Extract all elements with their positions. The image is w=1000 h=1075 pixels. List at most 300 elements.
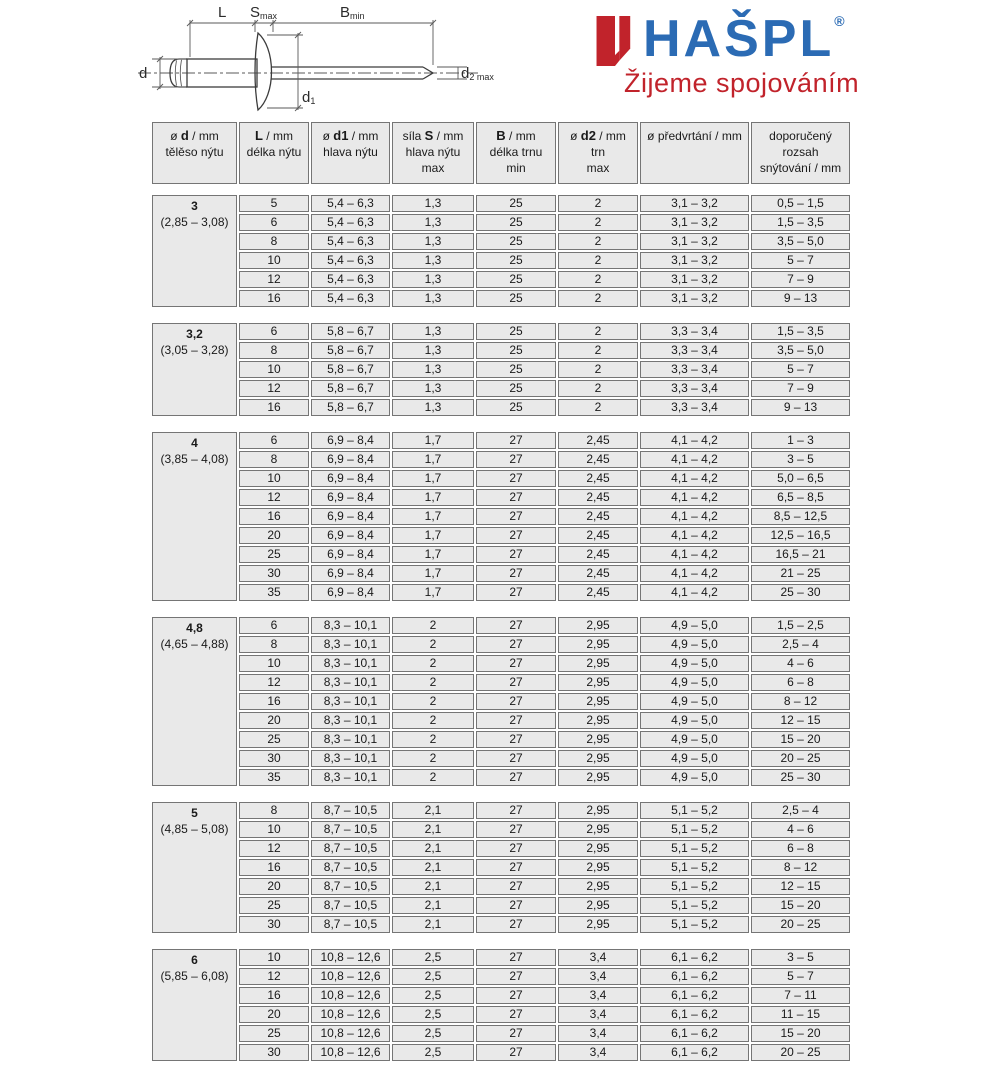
value-cell: 27 <box>476 527 556 544</box>
value-cell: 6 <box>239 617 309 634</box>
brand-tagline: Žijeme spojováním <box>624 68 860 98</box>
value-cell: 10 <box>239 470 309 487</box>
value-cell: 27 <box>476 949 556 966</box>
value-cell: 8,7 – 10,5 <box>311 878 390 895</box>
value-cell: 8 <box>239 636 309 653</box>
value-cell: 2 <box>392 712 474 729</box>
haspl-logo-mark-icon <box>594 16 636 66</box>
value-cell: 3,1 – 3,2 <box>640 195 749 212</box>
value-cell: 10,8 – 12,6 <box>311 1006 390 1023</box>
group-size: 3 <box>191 199 198 213</box>
value-cell: 20 <box>239 527 309 544</box>
table-row <box>152 1025 850 1042</box>
value-cell: 25 <box>476 342 556 359</box>
value-cell: 8,7 – 10,5 <box>311 821 390 838</box>
value-cell: 2,95 <box>558 674 638 691</box>
value-cell: 4,1 – 4,2 <box>640 432 749 449</box>
group-size: 4 <box>191 436 198 450</box>
value-cell: 2,95 <box>558 897 638 914</box>
value-cell: 2 <box>558 380 638 397</box>
value-cell: 1,7 <box>392 546 474 563</box>
value-cell: 2 <box>392 617 474 634</box>
value-cell: 2 <box>392 750 474 767</box>
value-cell: 25 – 30 <box>751 584 850 601</box>
table-row <box>152 252 850 269</box>
value-cell: 1,3 <box>392 214 474 231</box>
value-cell: 3,5 – 5,0 <box>751 342 850 359</box>
value-cell: 6,9 – 8,4 <box>311 432 390 449</box>
value-cell: 27 <box>476 821 556 838</box>
table-row <box>152 508 850 525</box>
value-cell: 9 – 13 <box>751 399 850 416</box>
value-cell: 12 <box>239 968 309 985</box>
value-cell: 2,5 <box>392 1025 474 1042</box>
value-cell: 5,4 – 6,3 <box>311 271 390 288</box>
value-cell: 3,3 – 3,4 <box>640 380 749 397</box>
value-cell: 4,1 – 4,2 <box>640 489 749 506</box>
value-cell: 27 <box>476 1044 556 1061</box>
value-cell: 30 <box>239 916 309 933</box>
value-cell: 1,5 – 3,5 <box>751 214 850 231</box>
value-cell: 2 <box>392 636 474 653</box>
value-cell: 6,9 – 8,4 <box>311 565 390 582</box>
group-diameter-cell <box>152 802 237 933</box>
value-cell: 2,5 <box>392 987 474 1004</box>
value-cell: 27 <box>476 840 556 857</box>
value-cell: 8,3 – 10,1 <box>311 693 390 710</box>
value-cell: 2,45 <box>558 565 638 582</box>
value-cell: 27 <box>476 750 556 767</box>
value-cell: 6 <box>239 214 309 231</box>
value-cell: 10,8 – 12,6 <box>311 1025 390 1042</box>
value-cell: 8 <box>239 451 309 468</box>
group-diameter-cell <box>152 617 237 786</box>
value-cell: 30 <box>239 565 309 582</box>
value-cell: 10 <box>239 949 309 966</box>
value-cell: 3,3 – 3,4 <box>640 342 749 359</box>
value-cell: 3,5 – 5,0 <box>751 233 850 250</box>
value-cell: 4,9 – 5,0 <box>640 712 749 729</box>
value-cell: 5 – 7 <box>751 361 850 378</box>
table-row <box>152 674 850 691</box>
value-cell: 2 <box>558 252 638 269</box>
value-cell: 27 <box>476 693 556 710</box>
value-cell: 27 <box>476 968 556 985</box>
value-cell: 4,1 – 4,2 <box>640 546 749 563</box>
group-tolerance-range: (3,05 – 3,28) <box>160 343 229 357</box>
group-tolerance-range: (2,85 – 3,08) <box>160 215 229 229</box>
value-cell: 2,95 <box>558 840 638 857</box>
value-cell: 25 <box>476 361 556 378</box>
value-cell: 3 – 5 <box>751 451 850 468</box>
brand-name: HAŠPL <box>643 10 835 68</box>
value-cell: 8,7 – 10,5 <box>311 859 390 876</box>
value-cell: 27 <box>476 508 556 525</box>
value-cell: 9 – 13 <box>751 290 850 307</box>
value-cell: 2,45 <box>558 527 638 544</box>
value-cell: 11 – 15 <box>751 1006 850 1023</box>
value-cell: 12 <box>239 380 309 397</box>
value-cell: 5 – 7 <box>751 968 850 985</box>
value-cell: 1,3 <box>392 252 474 269</box>
table-row <box>152 342 850 359</box>
value-cell: 2,95 <box>558 636 638 653</box>
value-cell: 2,95 <box>558 802 638 819</box>
value-cell: 27 <box>476 859 556 876</box>
value-cell: 27 <box>476 1006 556 1023</box>
value-cell: 4,1 – 4,2 <box>640 527 749 544</box>
value-cell: 1 – 3 <box>751 432 850 449</box>
value-cell: 2,45 <box>558 451 638 468</box>
value-cell: 4,9 – 5,0 <box>640 617 749 634</box>
value-cell: 6,9 – 8,4 <box>311 451 390 468</box>
value-cell: 12 <box>239 271 309 288</box>
value-cell: 2,1 <box>392 897 474 914</box>
table-row <box>152 380 850 397</box>
value-cell: 3,1 – 3,2 <box>640 233 749 250</box>
value-cell: 6 <box>239 432 309 449</box>
value-cell: 2,45 <box>558 489 638 506</box>
value-cell: 12 <box>239 674 309 691</box>
value-cell: 27 <box>476 636 556 653</box>
value-cell: 27 <box>476 617 556 634</box>
value-cell: 10 <box>239 821 309 838</box>
value-cell: 6,9 – 8,4 <box>311 508 390 525</box>
dim-label-d2-max: d2 max <box>461 65 494 82</box>
table-row <box>152 693 850 710</box>
group-size: 4,8 <box>186 621 203 635</box>
value-cell: 8,7 – 10,5 <box>311 840 390 857</box>
value-cell: 2 <box>392 693 474 710</box>
value-cell: 3 – 5 <box>751 949 850 966</box>
value-cell: 1,3 <box>392 380 474 397</box>
haspl-logo <box>594 12 874 99</box>
value-cell: 12 – 15 <box>751 712 850 729</box>
value-cell: 27 <box>476 470 556 487</box>
value-cell: 4,9 – 5,0 <box>640 636 749 653</box>
value-cell: 15 – 20 <box>751 1025 850 1042</box>
value-cell: 1,7 <box>392 584 474 601</box>
value-cell: 2,5 – 4 <box>751 802 850 819</box>
table-row <box>152 470 850 487</box>
value-cell: 2 <box>558 361 638 378</box>
value-cell: 1,7 <box>392 432 474 449</box>
value-cell: 2,95 <box>558 750 638 767</box>
value-cell: 2 <box>558 271 638 288</box>
value-cell: 5,1 – 5,2 <box>640 859 749 876</box>
value-cell: 2,1 <box>392 859 474 876</box>
value-cell: 27 <box>476 432 556 449</box>
value-cell: 16 <box>239 399 309 416</box>
value-cell: 2,95 <box>558 878 638 895</box>
value-cell: 2,5 <box>392 1044 474 1061</box>
value-cell: 0,5 – 1,5 <box>751 195 850 212</box>
rivet-group-table <box>150 947 852 1063</box>
table-row <box>152 565 850 582</box>
value-cell: 35 <box>239 584 309 601</box>
value-cell: 3,4 <box>558 1044 638 1061</box>
table-row <box>152 655 850 672</box>
value-cell: 27 <box>476 565 556 582</box>
value-cell: 15 – 20 <box>751 731 850 748</box>
value-cell: 2 <box>392 731 474 748</box>
value-cell: 25 <box>476 290 556 307</box>
value-cell: 5,1 – 5,2 <box>640 897 749 914</box>
value-cell: 5,8 – 6,7 <box>311 342 390 359</box>
value-cell: 7 – 11 <box>751 987 850 1004</box>
value-cell: 5,1 – 5,2 <box>640 878 749 895</box>
value-cell: 5,4 – 6,3 <box>311 290 390 307</box>
value-cell: 8,3 – 10,1 <box>311 731 390 748</box>
group-diameter-cell <box>152 949 237 1061</box>
group-diameter-cell <box>152 323 237 416</box>
value-cell: 27 <box>476 916 556 933</box>
value-cell: 1,7 <box>392 489 474 506</box>
value-cell: 8,3 – 10,1 <box>311 617 390 634</box>
table-row <box>152 712 850 729</box>
value-cell: 2 <box>558 323 638 340</box>
table-row <box>152 949 850 966</box>
group-tolerance-range: (4,65 – 4,88) <box>160 637 229 651</box>
value-cell: 25 <box>239 546 309 563</box>
value-cell: 3,1 – 3,2 <box>640 271 749 288</box>
value-cell: 25 <box>476 271 556 288</box>
value-cell: 3,4 <box>558 968 638 985</box>
value-cell: 6,9 – 8,4 <box>311 489 390 506</box>
value-cell: 27 <box>476 451 556 468</box>
value-cell: 3,3 – 3,4 <box>640 361 749 378</box>
value-cell: 27 <box>476 802 556 819</box>
value-cell: 2,5 <box>392 968 474 985</box>
value-cell: 4,1 – 4,2 <box>640 584 749 601</box>
value-cell: 2,1 <box>392 821 474 838</box>
value-cell: 3,4 <box>558 987 638 1004</box>
value-cell: 4,9 – 5,0 <box>640 769 749 786</box>
table-row <box>152 527 850 544</box>
value-cell: 25 <box>476 233 556 250</box>
table-row <box>152 432 850 449</box>
value-cell: 5,4 – 6,3 <box>311 233 390 250</box>
value-cell: 2,45 <box>558 508 638 525</box>
table-row <box>152 821 850 838</box>
value-cell: 8,3 – 10,1 <box>311 750 390 767</box>
rivet-group-table <box>150 321 852 418</box>
value-cell: 2,1 <box>392 878 474 895</box>
value-cell: 20 – 25 <box>751 750 850 767</box>
value-cell: 6,9 – 8,4 <box>311 584 390 601</box>
value-cell: 3,1 – 3,2 <box>640 214 749 231</box>
value-cell: 6,5 – 8,5 <box>751 489 850 506</box>
table-row <box>152 802 850 819</box>
value-cell: 8,3 – 10,1 <box>311 636 390 653</box>
value-cell: 1,3 <box>392 195 474 212</box>
value-cell: 20 <box>239 878 309 895</box>
value-cell: 27 <box>476 987 556 1004</box>
rivet-group-table <box>150 615 852 788</box>
table-row <box>152 878 850 895</box>
value-cell: 6,1 – 6,2 <box>640 1044 749 1061</box>
column-header: B / mm délka trnu min <box>476 122 556 184</box>
table-row <box>152 859 850 876</box>
rivet-size-groups <box>150 193 860 1063</box>
table-row <box>152 399 850 416</box>
value-cell: 27 <box>476 712 556 729</box>
value-cell: 5,8 – 6,7 <box>311 399 390 416</box>
value-cell: 2,95 <box>558 916 638 933</box>
value-cell: 27 <box>476 731 556 748</box>
value-cell: 2,5 <box>392 1006 474 1023</box>
group-diameter-cell <box>152 195 237 307</box>
value-cell: 1,7 <box>392 527 474 544</box>
value-cell: 2,1 <box>392 802 474 819</box>
value-cell: 3,1 – 3,2 <box>640 290 749 307</box>
value-cell: 2 <box>558 233 638 250</box>
value-cell: 4 – 6 <box>751 821 850 838</box>
table-row <box>152 323 850 340</box>
value-cell: 4,1 – 4,2 <box>640 451 749 468</box>
table-row <box>152 750 850 767</box>
value-cell: 27 <box>476 584 556 601</box>
value-cell: 4,9 – 5,0 <box>640 674 749 691</box>
value-cell: 6,1 – 6,2 <box>640 949 749 966</box>
value-cell: 25 <box>476 214 556 231</box>
column-header: L / mm délka nýtu <box>239 122 309 184</box>
value-cell: 16 <box>239 859 309 876</box>
value-cell: 30 <box>239 1044 309 1061</box>
value-cell: 6,9 – 8,4 <box>311 527 390 544</box>
group-size: 5 <box>191 806 198 820</box>
value-cell: 2,95 <box>558 769 638 786</box>
value-cell: 6,1 – 6,2 <box>640 1025 749 1042</box>
value-cell: 25 <box>476 380 556 397</box>
value-cell: 27 <box>476 655 556 672</box>
value-cell: 27 <box>476 674 556 691</box>
value-cell: 4,1 – 4,2 <box>640 565 749 582</box>
value-cell: 2 <box>392 769 474 786</box>
value-cell: 8 <box>239 342 309 359</box>
value-cell: 8,7 – 10,5 <box>311 916 390 933</box>
value-cell: 6 – 8 <box>751 840 850 857</box>
value-cell: 1,7 <box>392 451 474 468</box>
value-cell: 2,5 <box>392 949 474 966</box>
value-cell: 5,1 – 5,2 <box>640 840 749 857</box>
table-row <box>152 1006 850 1023</box>
value-cell: 25 <box>239 731 309 748</box>
table-row <box>152 987 850 1004</box>
value-cell: 1,3 <box>392 361 474 378</box>
table-row <box>152 769 850 786</box>
table-row <box>152 214 850 231</box>
column-header: ø d2 / mm trn max <box>558 122 638 184</box>
value-cell: 4,9 – 5,0 <box>640 731 749 748</box>
value-cell: 20 – 25 <box>751 916 850 933</box>
value-cell: 8 – 12 <box>751 693 850 710</box>
value-cell: 25 <box>476 252 556 269</box>
value-cell: 25 <box>476 399 556 416</box>
dim-label-B-min: Bmin <box>340 4 365 21</box>
table-row <box>152 968 850 985</box>
value-cell: 8 <box>239 233 309 250</box>
value-cell: 8,3 – 10,1 <box>311 674 390 691</box>
value-cell: 16 <box>239 693 309 710</box>
value-cell: 20 <box>239 712 309 729</box>
table-row <box>152 916 850 933</box>
value-cell: 3,3 – 3,4 <box>640 323 749 340</box>
value-cell: 3,4 <box>558 1025 638 1042</box>
value-cell: 2,95 <box>558 712 638 729</box>
value-cell: 25 <box>476 323 556 340</box>
value-cell: 1,7 <box>392 565 474 582</box>
value-cell: 2,5 – 4 <box>751 636 850 653</box>
value-cell: 4,1 – 4,2 <box>640 470 749 487</box>
value-cell: 3,1 – 3,2 <box>640 252 749 269</box>
group-diameter-cell <box>152 432 237 601</box>
value-cell: 1,7 <box>392 508 474 525</box>
value-cell: 1,3 <box>392 342 474 359</box>
value-cell: 5,8 – 6,7 <box>311 361 390 378</box>
value-cell: 2,95 <box>558 821 638 838</box>
value-cell: 20 <box>239 1006 309 1023</box>
table-row <box>152 451 850 468</box>
group-size: 6 <box>191 953 198 967</box>
value-cell: 1,5 – 2,5 <box>751 617 850 634</box>
value-cell: 25 <box>239 897 309 914</box>
value-cell: 5,8 – 6,7 <box>311 323 390 340</box>
value-cell: 16 <box>239 987 309 1004</box>
value-cell: 16,5 – 21 <box>751 546 850 563</box>
dim-label-L: L <box>218 4 227 21</box>
column-header: ø d / mm tělěso nýtu <box>152 122 237 184</box>
value-cell: 10,8 – 12,6 <box>311 987 390 1004</box>
value-cell: 2,45 <box>558 584 638 601</box>
table-row <box>152 290 850 307</box>
value-cell: 2,1 <box>392 916 474 933</box>
value-cell: 2 <box>558 195 638 212</box>
value-cell: 4,9 – 5,0 <box>640 750 749 767</box>
value-cell: 6,1 – 6,2 <box>640 987 749 1004</box>
value-cell: 10 <box>239 252 309 269</box>
group-tolerance-range: (5,85 – 6,08) <box>160 969 229 983</box>
value-cell: 1,3 <box>392 323 474 340</box>
rivet-group-table <box>150 800 852 935</box>
value-cell: 3,4 <box>558 949 638 966</box>
group-size: 3,2 <box>186 327 203 341</box>
value-cell: 2,95 <box>558 655 638 672</box>
table-row <box>152 1044 850 1061</box>
value-cell: 2,95 <box>558 859 638 876</box>
value-cell: 1,3 <box>392 290 474 307</box>
value-cell: 2,95 <box>558 617 638 634</box>
value-cell: 3,3 – 3,4 <box>640 399 749 416</box>
table-row <box>152 489 850 506</box>
value-cell: 25 – 30 <box>751 769 850 786</box>
value-cell: 6,1 – 6,2 <box>640 1006 749 1023</box>
value-cell: 27 <box>476 1025 556 1042</box>
column-header: síla S / mm hlava nýtu max <box>392 122 474 184</box>
column-header: ø předvrtání / mm <box>640 122 749 184</box>
value-cell: 20 – 25 <box>751 1044 850 1061</box>
value-cell: 10,8 – 12,6 <box>311 968 390 985</box>
value-cell: 5,1 – 5,2 <box>640 802 749 819</box>
value-cell: 5,0 – 6,5 <box>751 470 850 487</box>
value-cell: 5 – 7 <box>751 252 850 269</box>
dim-label-d1: d1 <box>302 89 316 106</box>
value-cell: 16 <box>239 290 309 307</box>
rivet-group-table <box>150 430 852 603</box>
column-header: ø d1 / mm hlava nýtu <box>311 122 390 184</box>
value-cell: 4 – 6 <box>751 655 850 672</box>
value-cell: 27 <box>476 897 556 914</box>
